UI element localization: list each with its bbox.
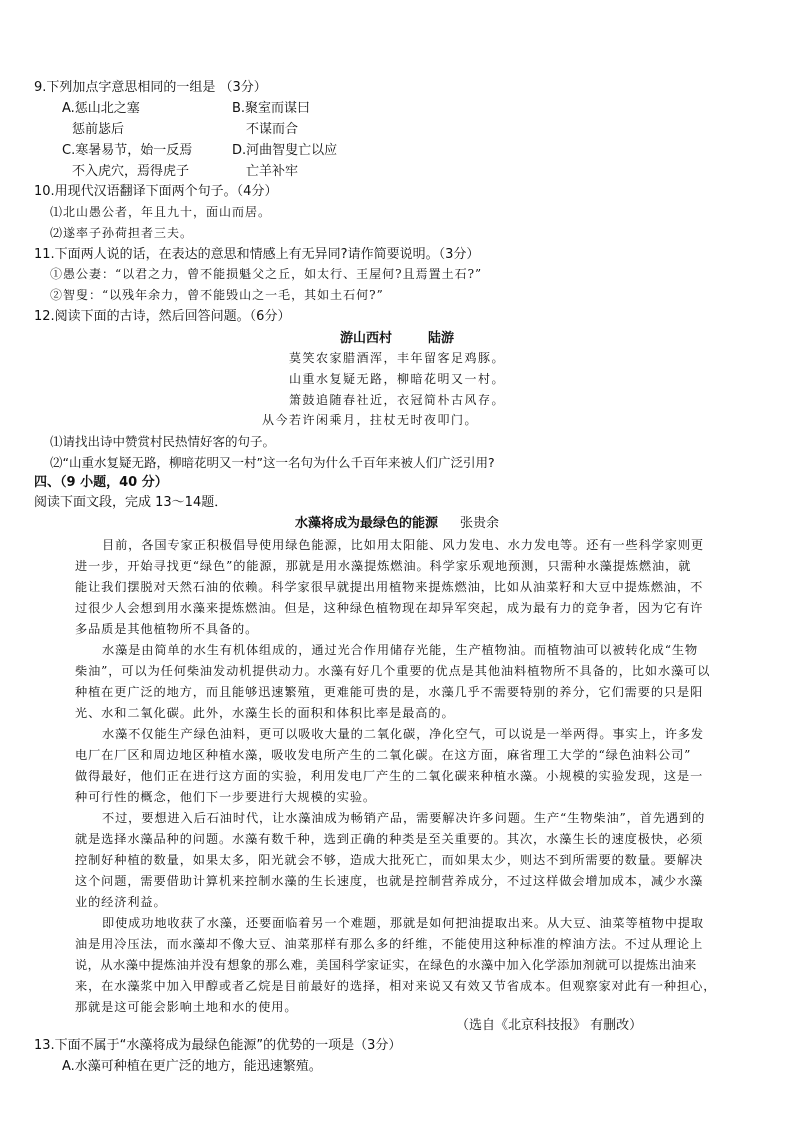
q10-stem: 10.用现代汉语翻译下面两个句子。（4分） bbox=[34, 184, 278, 199]
article-line: 控制好种植的数量，如果太多，阳光就会不够，造成大批死亡，而如果太少，则达不到所需要的数量。要解决 bbox=[75, 853, 704, 867]
article-source: （选自《北京科技报》 有删改） bbox=[456, 1018, 643, 1033]
q13-option-a: A.水藻可种植在更广泛的地方，能迅速繁殖。 bbox=[62, 1059, 322, 1074]
article-line: 不过，要想进入后石油时代，让水藻油成为畅销产品，需要解决许多问题。生产“生物柴油”，首先遇到的 bbox=[102, 811, 706, 825]
article-line: 进一步，开始寻找更“绿色”的能源，那就是用水藻提炼燃油。科学家乐观地预测，只需种水藻提炼燃油，就 bbox=[75, 559, 692, 573]
article-line: 光、水和二氧化碳。此外，水藻生长的面积和体积比率是最高的。 bbox=[75, 706, 455, 720]
article-line: 来，在水藻浆中加入甲醇或者乙烷是目前最好的选择，相对来说又有效又节省成本。但观察家对此有一种担心， bbox=[75, 979, 717, 993]
poem-title: 游山西村 bbox=[339, 331, 392, 346]
article-title: 水藻将成为最绿色的能源 bbox=[294, 516, 438, 531]
article-line: 那就是这可能会影响土地和水的使用。 bbox=[75, 1000, 298, 1014]
article-line: 多品质是其他植物所不具备的。 bbox=[75, 622, 259, 636]
article-line: 这个问题，需要借助计算机来控制水藻的生长速度，也就是控制营养成分，不过这样做会增加成本，减少水藻 bbox=[75, 874, 704, 888]
article-line: 种植在更广泛的地方，而且能够迅速繁殖，更难能可贵的是，水藻几乎不需要特别的养分，它们需要的只是阳 bbox=[75, 685, 704, 699]
article-line: 种可行性的概念，他们下一步要进行大规模的实验。 bbox=[75, 790, 377, 804]
article-line: 油是用冷压法，而水藻却不像大豆、油菜那样有那么多的纤维，不能使用这种标准的榨油方法。不过从理论上 bbox=[75, 937, 704, 951]
q9-option-c-2: 不入虎穴，焉得虎子 bbox=[72, 164, 190, 179]
q9-option-d: D.河曲智叟亡以应 bbox=[232, 143, 338, 158]
article-heading bbox=[0, 515, 794, 532]
article-author: 张贵余 bbox=[460, 516, 500, 531]
article-line: 水藻不仅能生产绿色油料，更可以吸收大量的二氧化碳，净化空气，可以说是一举两得。事实上，许多发 bbox=[102, 727, 705, 741]
article-line: 目前，各国专家正积极倡导使用绿色能源，比如用太阳能、风力发电、水力发电等。还有一些科学家则更 bbox=[102, 538, 705, 552]
article-line: 做得最好，他们正在进行这方面的实验，利用发电厂产生的二氧化碳来种植水藻。小规模的实验发现，这是一 bbox=[75, 769, 704, 783]
q10-sentence-2: ⑵遂率子孙荷担者三夫。 bbox=[50, 226, 194, 240]
poem-line: 莫笑农家腊酒浑，丰年留客足鸡豚。 bbox=[288, 351, 505, 365]
q10-sentence-1: ⑴北山愚公者，年且九十，面山而居。 bbox=[50, 205, 272, 219]
article-line: 即使成功地收获了水藻，还要面临着另一个难题，那就是如何把油提取出来。从大豆、油菜等植物中提取 bbox=[102, 916, 705, 930]
section-intro: 阅读下面文段，完成 13～14题． bbox=[34, 495, 228, 510]
article-line: 过很少人会想到用水藻来提炼燃油。但是，这种绿色植物现在却异军突起，成为最有力的竞争者，因为它有许 bbox=[75, 601, 704, 615]
article-line: 就是选择水藻品种的问题。水藻有数千种，选到正确的种类是至关重要的。其次，水藻生长的速度极快，必须 bbox=[75, 832, 704, 846]
poem-author: 陆游 bbox=[428, 331, 455, 346]
q9-stem: 9.下列加点字意思相同的一组是 （3分） bbox=[34, 80, 267, 95]
q11-quote-1: ①愚公妻：“以君之力，曾不能损魁父之丘，如太行、王屋何?且焉置土石?” bbox=[50, 267, 483, 281]
q12-sub-1: ⑴请找出诗中赞赏村民热情好客的句子。 bbox=[50, 434, 276, 449]
poem-heading bbox=[0, 330, 794, 347]
poem-line: 从今若许闲乘月，拄杖无时夜叩门。 bbox=[262, 413, 479, 427]
q9-option-a: A.惩山北之塞 bbox=[62, 101, 140, 116]
q9-option-a-2: 惩前毖后 bbox=[72, 122, 125, 137]
q9-option-b: B.聚室而谋曰 bbox=[232, 101, 311, 116]
section-heading: 四、（9 小题，40 分） bbox=[34, 475, 168, 490]
q9-option-d-2: 亡羊补牢 bbox=[246, 164, 299, 179]
article-line: 说，从水藻中提炼油并没有想象的那么难，美国科学家证实，在绿色的水藻中加入化学添加剂就可以提炼出油来 bbox=[75, 958, 697, 972]
article-line: 电厂在厂区和周边地区种植水藻，吸收发电所产生的二氧化碳。在这方面，麻省理工大学的“绿色油料公司” bbox=[75, 748, 692, 762]
q12-stem: 12.阅读下面的古诗，然后回答问题。（6分） bbox=[34, 309, 291, 324]
q9-option-c: C.寒暑易节，始一反焉 bbox=[62, 143, 193, 158]
poem-line: 山重水复疑无路，柳暗花明又一村。 bbox=[288, 372, 505, 386]
article-line: 业的经济利益。 bbox=[75, 895, 167, 909]
poem-line: 箫鼓追随春社近，衣冠简朴古风存。 bbox=[288, 393, 505, 407]
q11-stem: 11.下面两人说的话，在表达的意思和情感上有无异同?请作简要说明。（3分） bbox=[34, 247, 480, 262]
article-line: 水藻是由简单的水生有机体组成的，通过光合作用储存光能，生产植物油。而植物油可以被转化成“生物 bbox=[102, 643, 699, 657]
q11-quote-2: ②智叟：“以残年余力，曾不能毁山之一毛，其如土石何?” bbox=[50, 288, 384, 302]
q13-stem: 13.下面不属于“水藻将成为最绿色能源”的优势的一项是（3分） bbox=[34, 1038, 402, 1053]
q12-sub-2: ⑵“山重水复疑无路，柳暗花明又一村”这一名句为什么千百年来被人们广泛引用? bbox=[50, 455, 495, 470]
article-line: 柴油”，可以为任何柴油发动机提供动力。水藻有好几个重要的优点是其他油料植物所不具备的，比如水藻可以 bbox=[75, 664, 711, 678]
q9-option-b-2: 不谋而合 bbox=[246, 122, 299, 137]
article-line: 能让我们摆脱对天然石油的依赖。科学家很早就提出用植物来提炼燃油，比如从油菜籽和大豆中提炼燃油，不 bbox=[75, 580, 704, 594]
